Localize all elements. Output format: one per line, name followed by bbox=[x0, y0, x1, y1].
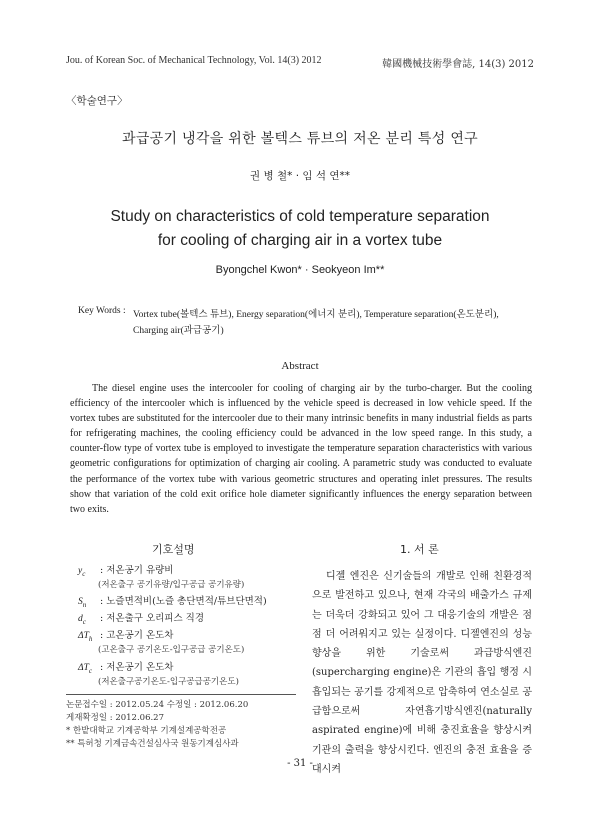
journal-header-right: 韓國機械技術學會誌, 14(3) 2012 bbox=[382, 59, 534, 70]
intro-heading: 1. 서 론 bbox=[400, 543, 439, 556]
title-english bbox=[0, 205, 600, 253]
nomenclature-item bbox=[78, 593, 267, 609]
footnote-rule bbox=[66, 694, 296, 695]
nomenclature-item bbox=[78, 627, 173, 643]
nomenclature-note: (저온출구 공기유량/입구공급 공기유량) bbox=[98, 580, 245, 590]
footnote-affiliation-2: ** 특허청 기계금속건설심사국 원동기계심사과 bbox=[66, 739, 239, 749]
nomenclature-symbol: $y_c$ bbox=[78, 566, 86, 578]
footnote-affiliation-1: * 한밭대학교 기계공학부 기계설계공학전공 bbox=[66, 726, 227, 736]
title-english-line2: for cooling of charging air in a vortex tube bbox=[157, 232, 443, 249]
title-english-line1: Study on characteristics of cold temperature separation bbox=[110, 208, 490, 225]
nomenclature-item bbox=[78, 610, 204, 626]
abstract-heading: Abstract bbox=[281, 360, 319, 372]
authors-korean: 권 병 철* · 임 석 연** bbox=[250, 170, 350, 182]
authors-english: Byongchel Kwon* · Seokyeon Im** bbox=[215, 264, 385, 276]
nomenclature-desc: : 저온공기 유량비 bbox=[100, 565, 174, 576]
nomenclature-symbol: $\Delta T_c$ bbox=[78, 663, 92, 675]
nomenclature-desc: : 저온출구 오리피스 직경 bbox=[100, 613, 205, 624]
abstract-text: The diesel engine uses the intercooler for cooling of charging air by the turbo-charger. But the cooling efficiency of the intercooler which is influenced by the vehicle speed is decreased in low vehicle speed. If the vortex tubes are substituted for the intercooler due to their many intrinsic benefits in many industrial fields as parts for refrigerating machines, the cooling efficiency could be advanced in the low speed range. In this study, a counter-flow type of vortex tube is employed to investigate the temperature separation characteristics with various geometric configurations for optimization of charging air cooling. A parametric study was conducted to evaluate the performance of the vortex tube with various geometric structures and operating inlet pressures. The results show that variation of the cold exit orifice hole diameter significantly influences the energy separation between two exits. bbox=[70, 383, 532, 515]
footnote-accepted: 게재확정일 : 2012.06.27 bbox=[66, 713, 164, 723]
nomenclature-symbol: $S_n$ bbox=[78, 597, 87, 609]
footnote-received: 논문접수일 : 2012.05.24 수정일 : 2012.06.20 bbox=[66, 700, 249, 710]
article-category: 〈학술연구〉 bbox=[66, 95, 128, 107]
title-korean: 과급공기 냉각을 위한 볼텍스 튜브의 저온 분리 특성 연구 bbox=[122, 131, 478, 147]
nomenclature-item bbox=[78, 562, 173, 578]
nomenclature-desc: : 고온공기 온도차 bbox=[100, 630, 174, 641]
keywords-label: Key Words : bbox=[78, 306, 126, 316]
nomenclature-note: (고온출구 공기온도-입구공급 공기온도) bbox=[98, 645, 245, 655]
nomenclature-symbol: $\Delta T_h$ bbox=[78, 631, 93, 643]
nomenclature-item bbox=[78, 659, 173, 675]
page-number: - 31 - bbox=[287, 758, 313, 769]
nomenclature-desc: : 노즐면적비(노즐 총단면적/튜브단면적) bbox=[100, 596, 267, 607]
journal-header-left: Jou. of Korean Soc. of Mechanical Technology, Vol. 14(3) 2012 bbox=[66, 55, 322, 66]
nomenclature-note: (저온출구공기온도-입구공급공기온도) bbox=[98, 677, 239, 687]
keywords-line1: Vortex tube(볼텍스 튜브), Energy separation(에너지 분리), Temperature separation(온도분리), bbox=[133, 310, 499, 320]
keywords-line2: Charging air(과급공기) bbox=[133, 326, 224, 336]
nomenclature-heading: 기호설명 bbox=[152, 543, 195, 556]
nomenclature-symbol: $d_c$ bbox=[78, 614, 86, 626]
intro-text: 디젤 엔진은 신기술들의 개발로 인해 친환경적으로 발전하고 있으나, 현재 각국의 배출가스 규제는 더욱더 강화되고 있어 그 대응기술의 개발은 점점 더 어려워지고 있는 실정이다. 디젤엔진의 성능 향상을 위한 기술로써 과급방식엔진(supercharging engine)은 기관의 흡입 행정 시 흡입되는 공기를 강제적으로 압축하여 연소실로 공급함으로써 자연흡기방식엔진(naturally aspirated engine)에 비해 충진효율을 향상시켜 기관의 출력을 향상시킨다. 엔진의 충전 효율을 증대시켜 bbox=[312, 571, 532, 775]
nomenclature-desc: : 저온공기 온도차 bbox=[100, 662, 174, 673]
